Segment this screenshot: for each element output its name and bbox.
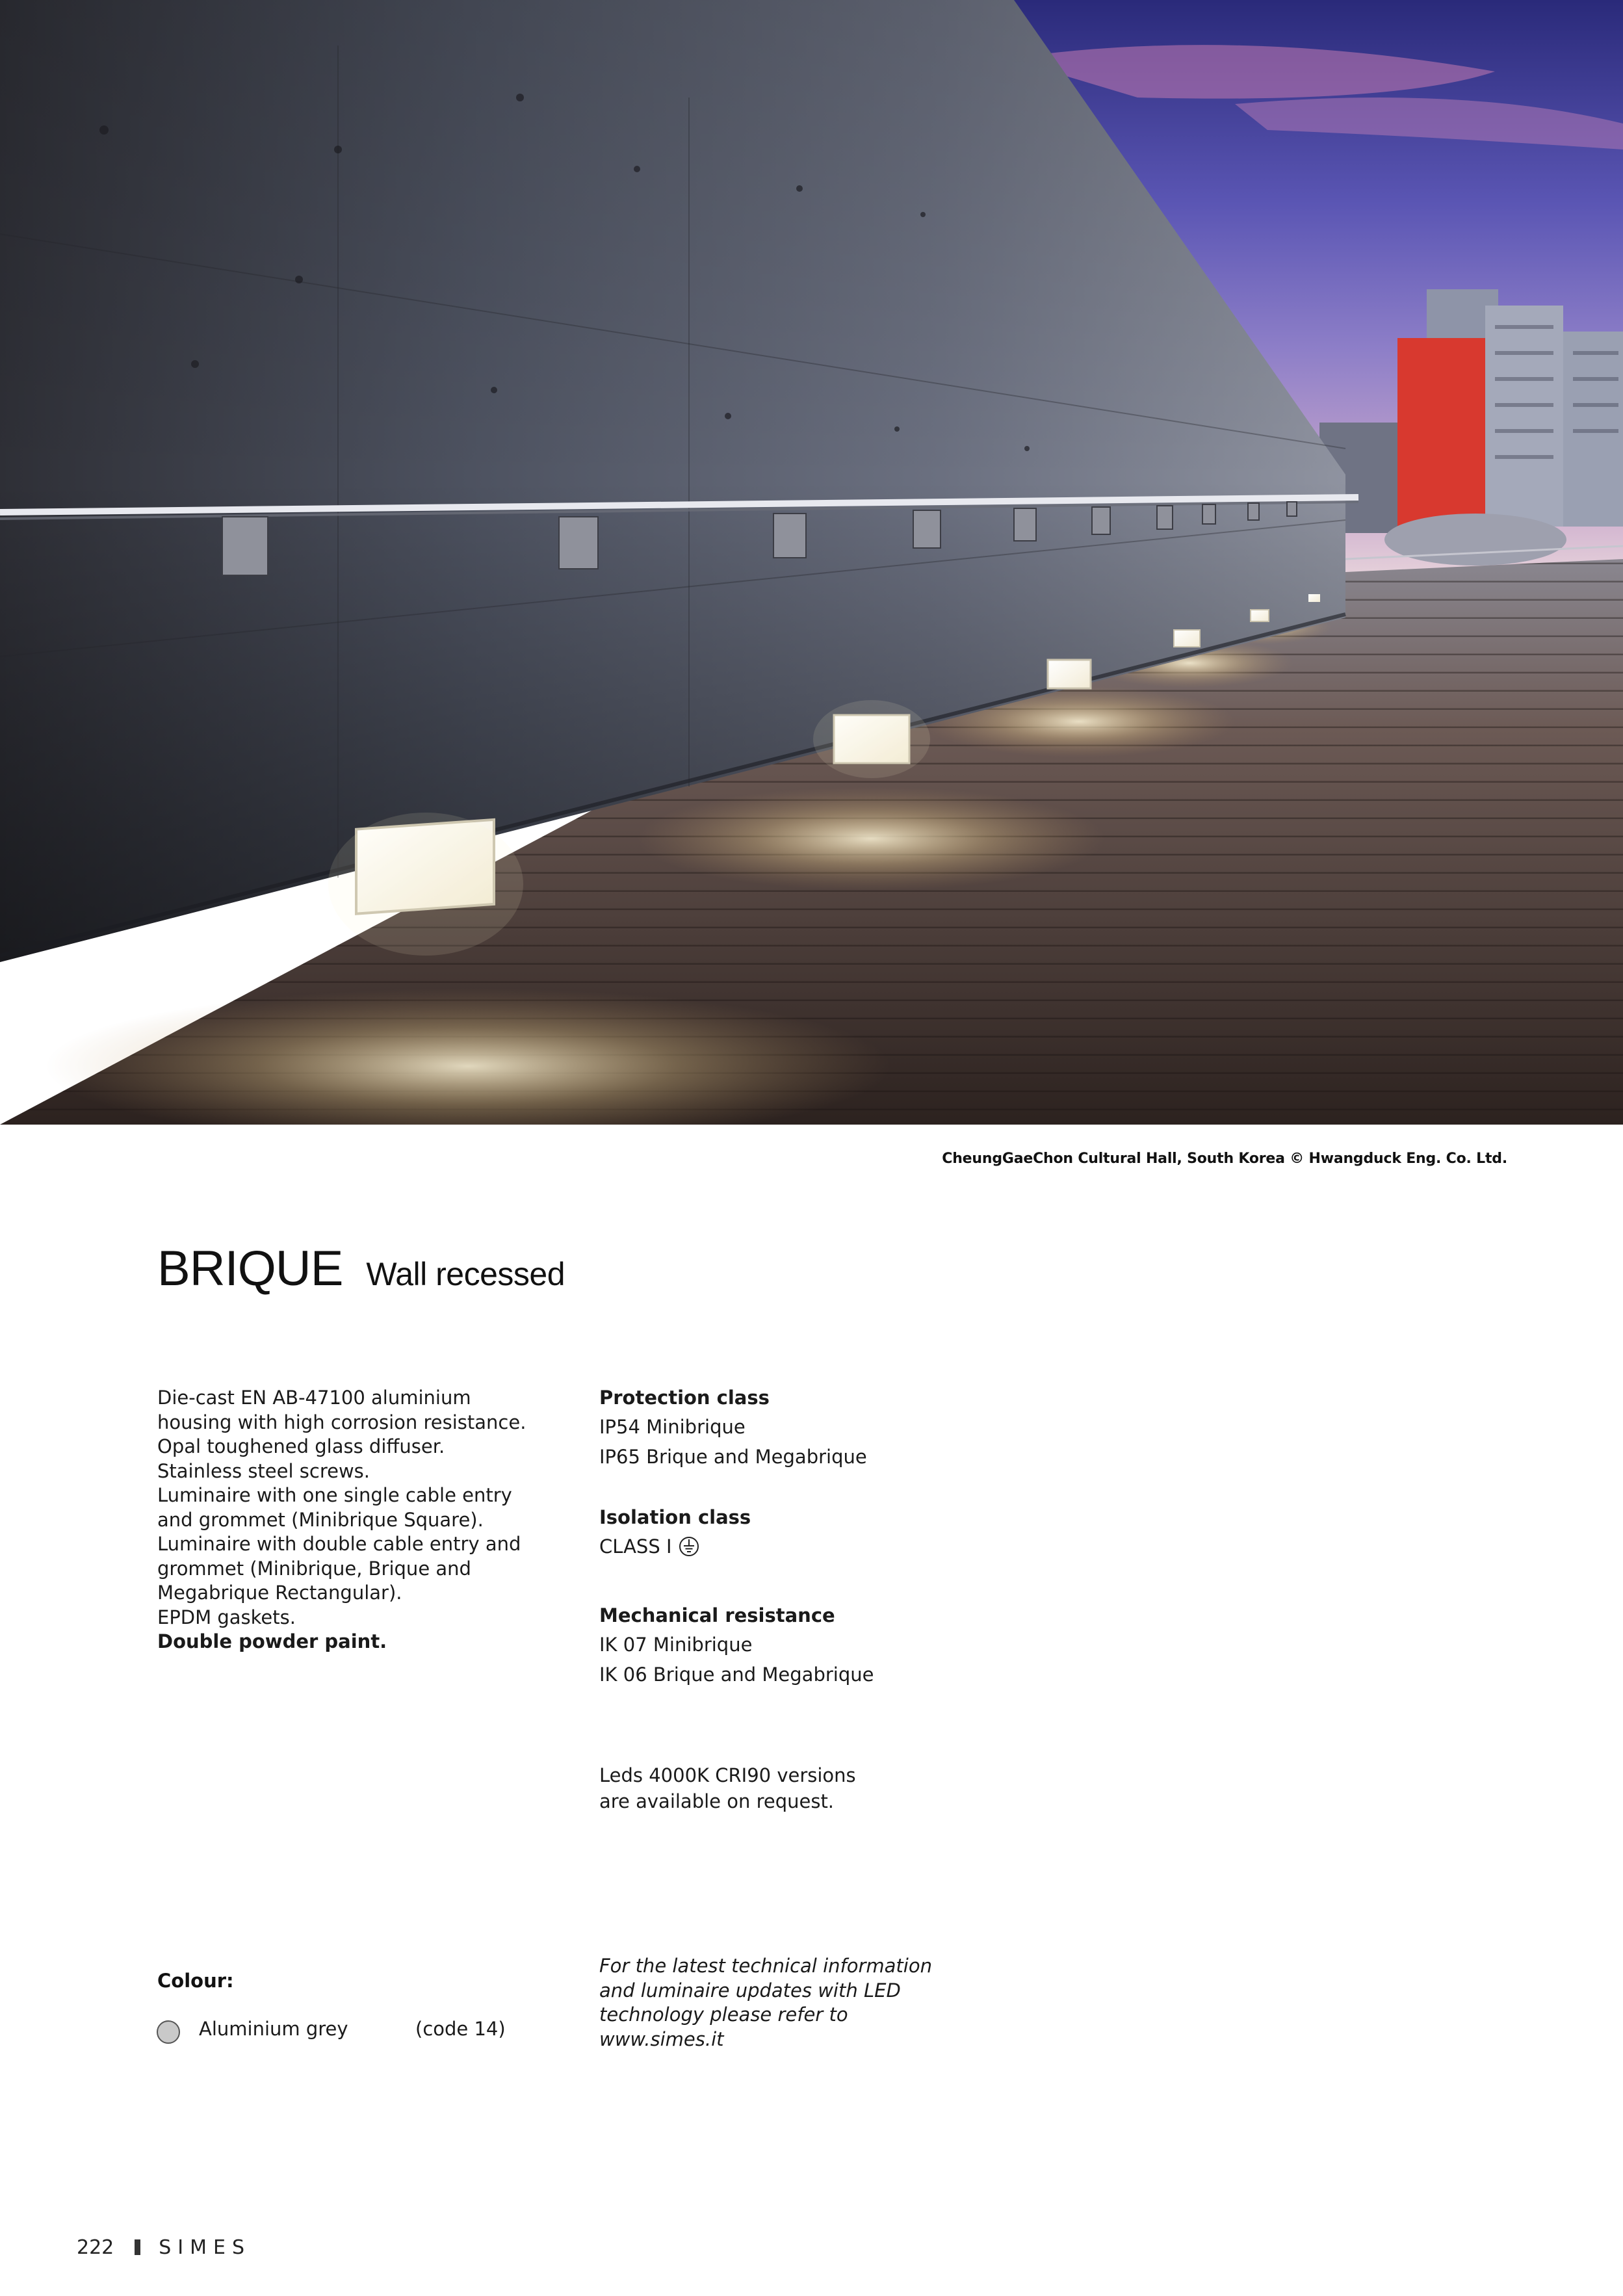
product-title xyxy=(157,1240,565,1297)
page-footer xyxy=(77,2236,251,2259)
colour-swatch xyxy=(157,2020,180,2044)
description-line: grommet (Minibrique, Brique and xyxy=(157,1557,471,1580)
protection-class-value: IP65 Brique and Megabrique xyxy=(599,1446,867,1468)
mechanical-resistance-value: IK 07 Minibrique xyxy=(599,1634,753,1656)
description-line: housing with high corrosion resistance. xyxy=(157,1411,526,1433)
mechanical-resistance-heading: Mechanical resistance xyxy=(599,1604,835,1626)
leds-note-line: Leds 4000K CRI90 versions xyxy=(599,1764,856,1786)
colour-name: Aluminium grey xyxy=(199,2018,348,2040)
page-number: 222 xyxy=(77,2236,114,2259)
mechanical-resistance-block xyxy=(599,1601,1054,1689)
technical-note-line: and luminaire updates with LED xyxy=(599,1979,901,2002)
technical-note-line: For the latest technical information xyxy=(599,1955,932,1977)
protection-class-value: IP54 Minibrique xyxy=(599,1416,746,1438)
product-subtitle: Wall recessed xyxy=(366,1256,565,1292)
footer-divider xyxy=(135,2239,140,2255)
isolation-class-block xyxy=(599,1503,1054,1561)
colour-code: (code 14) xyxy=(415,2018,506,2040)
brand-name: SIMES xyxy=(159,2236,252,2259)
description-line: Luminaire with double cable entry and xyxy=(157,1533,521,1555)
leds-note-line: are available on request. xyxy=(599,1790,835,1812)
colour-heading: Colour: xyxy=(157,1970,234,1992)
product-description xyxy=(157,1386,547,1654)
description-line: and grommet (Minibrique Square). xyxy=(157,1508,484,1531)
description-line: Opal toughened glass diffuser. xyxy=(157,1435,445,1457)
leds-note xyxy=(599,1762,856,1814)
description-line: Megabrique Rectangular). xyxy=(157,1582,402,1604)
description-line: Luminaire with one single cable entry xyxy=(157,1484,512,1506)
description-line: EPDM gaskets. xyxy=(157,1606,296,1628)
product-name: BRIQUE xyxy=(157,1241,343,1296)
mechanical-resistance-value: IK 06 Brique and Megabrique xyxy=(599,1663,874,1686)
protection-class-heading: Protection class xyxy=(599,1387,770,1409)
photo-caption: CheungGaeChon Cultural Hall, South Korea © Hwangduck Eng. Co. Ltd. xyxy=(942,1151,1507,1167)
protection-class-block xyxy=(599,1383,1054,1472)
description-bold-line: Double powder paint. xyxy=(157,1630,387,1652)
description-line: Stainless steel screws. xyxy=(157,1459,370,1482)
description-line: Die-cast EN AB-47100 aluminium xyxy=(157,1387,471,1409)
earth-ground-icon xyxy=(679,1536,699,1557)
technical-info-note xyxy=(599,1954,932,2052)
hero-photo xyxy=(0,0,1623,1125)
technical-note-line: technology please refer to xyxy=(599,2003,848,2026)
website-link[interactable]: www.simes.it xyxy=(599,2028,724,2050)
isolation-class-value: CLASS I xyxy=(599,1535,672,1558)
isolation-class-heading: Isolation class xyxy=(599,1506,751,1528)
isolation-class-row xyxy=(599,1532,1054,1561)
